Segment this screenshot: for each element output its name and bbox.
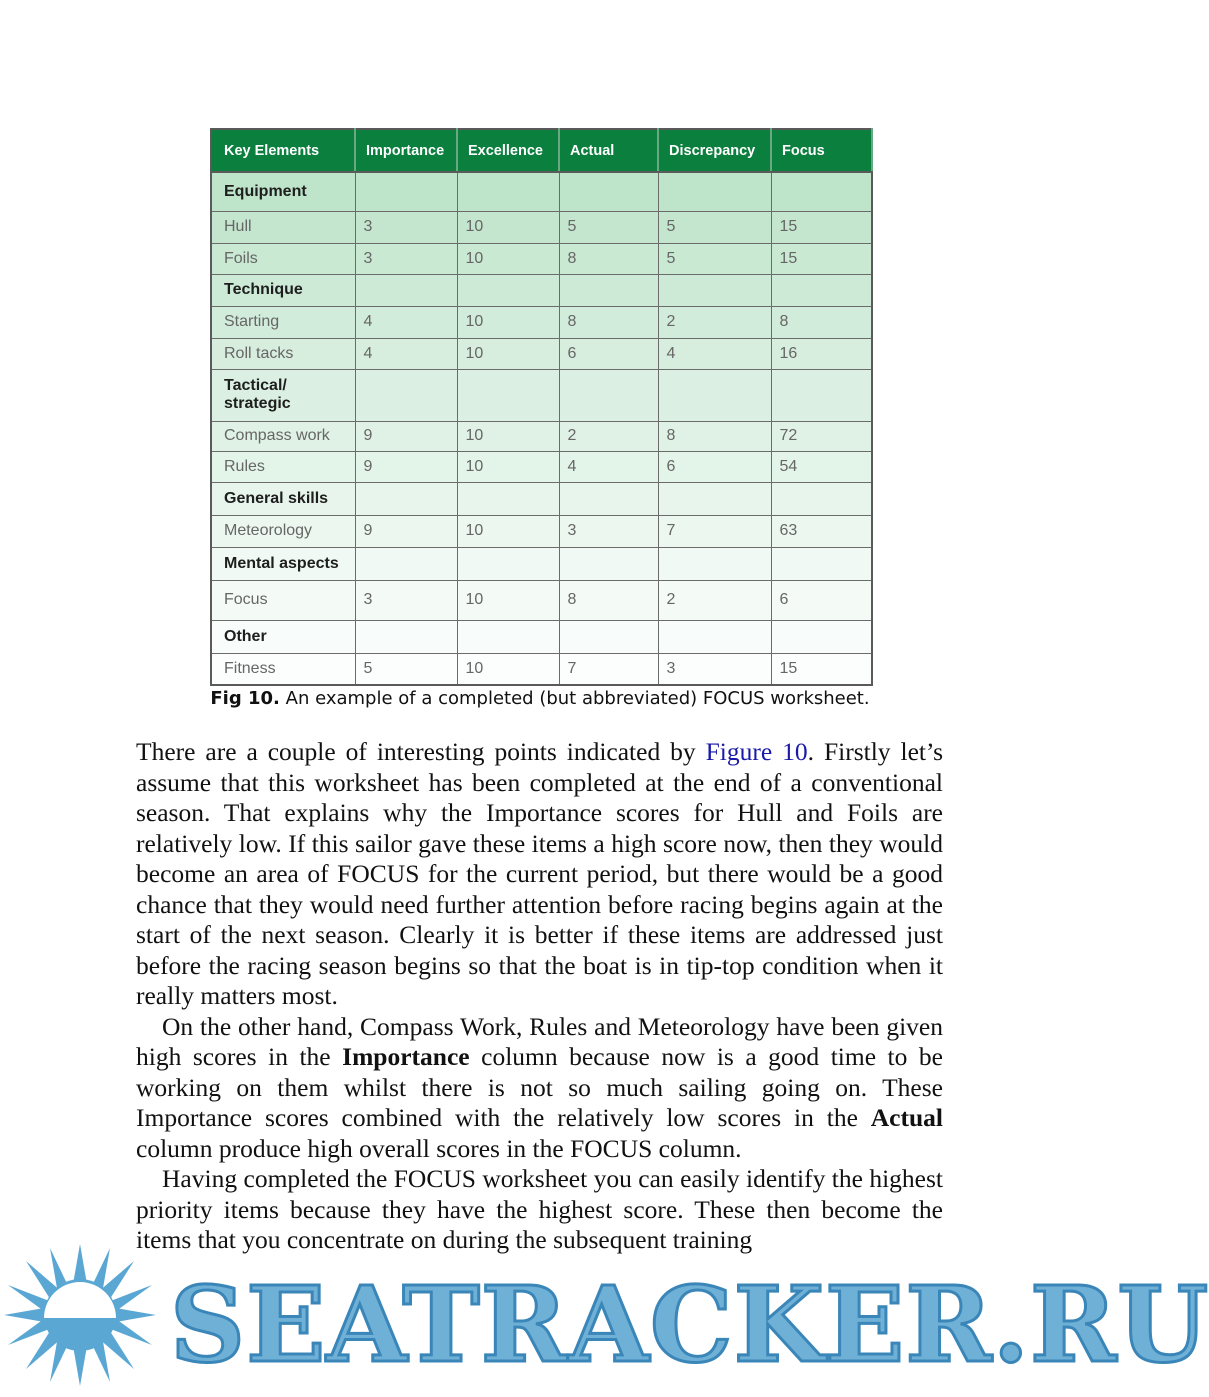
paragraph-2-text-b: column because now is a good time to be working on them whilst there is not so much sailing going on. These Importance scores combined with the relatively low scores in the [136, 1042, 943, 1132]
cell-discrepancy [658, 274, 771, 306]
paragraph-2-bold-importance: Importance [342, 1042, 470, 1071]
cell-discrepancy: 4 [658, 338, 771, 369]
table-section-row [211, 482, 872, 515]
paragraph-2-bold-actual: Actual [870, 1103, 943, 1132]
cell-key-element: Fitness [211, 653, 355, 685]
cell-importance [355, 369, 457, 421]
cell-importance [355, 482, 457, 515]
cell-excellence: 10 [457, 515, 559, 547]
figure-caption [0, 688, 1080, 709]
cell-discrepancy [658, 620, 771, 653]
cell-actual: 6 [559, 338, 658, 369]
cell-key-element: Mental aspects [211, 547, 355, 580]
cell-focus: 16 [771, 338, 872, 369]
cell-discrepancy: 5 [658, 243, 771, 274]
caption-text: An example of a completed (but abbreviated) FOCUS worksheet. [279, 688, 870, 709]
table-section-row [211, 620, 872, 653]
cell-actual: 3 [559, 515, 658, 547]
header-focus: Focus [771, 129, 872, 172]
cell-excellence: 10 [457, 451, 559, 482]
paragraph-2-text-c: column produce high overall scores in the FOCUS column. [136, 1133, 742, 1163]
cell-focus [771, 274, 872, 306]
cell-focus: 6 [771, 580, 872, 620]
body-text [136, 737, 943, 1256]
cell-actual: 8 [559, 580, 658, 620]
table-row [211, 338, 872, 369]
table-row [211, 515, 872, 547]
cell-focus: 63 [771, 515, 872, 547]
cell-key-element: Tactical/ strategic [211, 369, 355, 421]
paragraph-3: Having completed the FOCUS worksheet you can easily identify the highest priority items because they have the highest score. These then become the items that you concentrate on during the subsequent training [136, 1164, 943, 1254]
cell-actual [559, 482, 658, 515]
paragraph-2-text-a: On the other hand, Compass Work, Rules and Meteorology have been given high scores in the [136, 1011, 943, 1071]
cell-importance: 9 [355, 515, 457, 547]
cell-excellence: 10 [457, 421, 559, 451]
table-row [211, 243, 872, 274]
header-excellence: Excellence [457, 129, 559, 172]
paragraph-1-text-b: . Firstly let’s assume that this worksheet has been completed at the end of a conventional season. That explains why the Importance scores for Hull and Foils are relatively low. If this sailor gave these items a high score now, then they would become an area of FOCUS for the current period, but there would be a good chance that they would need further attention before racing begins again at the start of the next season. Clearly it is better if these items are addressed just before the racing season begins so that the boat is in tip-top condition when it really matters most. [136, 737, 943, 1010]
cell-actual [559, 547, 658, 580]
table-body [211, 172, 872, 685]
cell-importance: 4 [355, 306, 457, 338]
figure-10-link[interactable]: Figure 10 [705, 737, 808, 766]
cell-discrepancy: 2 [658, 580, 771, 620]
paragraph-2 [136, 1012, 943, 1165]
cell-key-element: Equipment [211, 172, 355, 211]
cell-excellence: 10 [457, 306, 559, 338]
cell-excellence [457, 547, 559, 580]
cell-actual [559, 620, 658, 653]
cell-actual: 8 [559, 243, 658, 274]
cell-discrepancy [658, 547, 771, 580]
cell-excellence: 10 [457, 338, 559, 369]
cell-importance: 9 [355, 421, 457, 451]
cell-key-element: Rules [211, 451, 355, 482]
cell-importance [355, 172, 457, 211]
cell-discrepancy: 6 [658, 451, 771, 482]
cell-excellence: 10 [457, 211, 559, 243]
cell-excellence [457, 172, 559, 211]
cell-excellence: 10 [457, 243, 559, 274]
paragraph-1-text-a: There are a couple of interesting points indicated by [136, 737, 706, 766]
cell-actual: 7 [559, 653, 658, 685]
header-discrepancy: Discrepancy [658, 129, 771, 172]
cell-key-element: Technique [211, 274, 355, 306]
cell-discrepancy: 8 [658, 421, 771, 451]
header-importance: Importance [355, 129, 457, 172]
cell-excellence [457, 369, 559, 421]
cell-focus [771, 482, 872, 515]
cell-excellence [457, 482, 559, 515]
table-row [211, 580, 872, 620]
watermark-text: SEATRACKER.RU [170, 1263, 1209, 1386]
cell-key-element: Roll tacks [211, 338, 355, 369]
table-row [211, 451, 872, 482]
cell-importance: 9 [355, 451, 457, 482]
table-section-row [211, 172, 872, 211]
cell-importance [355, 620, 457, 653]
sun-logo-icon [0, 1240, 160, 1390]
cell-importance: 3 [355, 211, 457, 243]
table-section-row [211, 547, 872, 580]
cell-importance: 4 [355, 338, 457, 369]
cell-discrepancy: 5 [658, 211, 771, 243]
table-header-row [211, 129, 872, 172]
cell-key-element: Compass work [211, 421, 355, 451]
cell-importance [355, 274, 457, 306]
cell-key-element: Other [211, 620, 355, 653]
cell-discrepancy: 7 [658, 515, 771, 547]
cell-discrepancy [658, 482, 771, 515]
cell-focus [771, 172, 872, 211]
cell-actual [559, 274, 658, 306]
cell-actual [559, 172, 658, 211]
cell-focus: 15 [771, 653, 872, 685]
cell-focus [771, 620, 872, 653]
cell-discrepancy: 2 [658, 306, 771, 338]
paragraph-1 [136, 737, 943, 1012]
table-section-row [211, 274, 872, 306]
cell-actual: 5 [559, 211, 658, 243]
cell-focus: 8 [771, 306, 872, 338]
table-row [211, 653, 872, 685]
table-row [211, 306, 872, 338]
cell-key-element: Meteorology [211, 515, 355, 547]
cell-importance: 3 [355, 580, 457, 620]
cell-importance: 5 [355, 653, 457, 685]
cell-excellence [457, 620, 559, 653]
cell-importance: 3 [355, 243, 457, 274]
cell-focus: 72 [771, 421, 872, 451]
table-row [211, 421, 872, 451]
cell-focus [771, 369, 872, 421]
cell-key-element: Starting [211, 306, 355, 338]
cell-focus: 54 [771, 451, 872, 482]
cell-key-element: Foils [211, 243, 355, 274]
cell-excellence: 10 [457, 653, 559, 685]
header-actual: Actual [559, 129, 658, 172]
cell-key-element: Focus [211, 580, 355, 620]
cell-discrepancy: 3 [658, 653, 771, 685]
cell-focus [771, 547, 872, 580]
cell-key-element: General skills [211, 482, 355, 515]
cell-key-element: Hull [211, 211, 355, 243]
cell-focus: 15 [771, 211, 872, 243]
header-key-elements: Key Elements [211, 129, 355, 172]
focus-worksheet-table [210, 128, 873, 686]
cell-importance [355, 547, 457, 580]
cell-actual: 8 [559, 306, 658, 338]
cell-discrepancy [658, 369, 771, 421]
table-section-row [211, 369, 872, 421]
table-row [211, 211, 872, 243]
cell-actual [559, 369, 658, 421]
cell-actual: 2 [559, 421, 658, 451]
cell-excellence: 10 [457, 580, 559, 620]
cell-discrepancy [658, 172, 771, 211]
cell-excellence [457, 274, 559, 306]
cell-actual: 4 [559, 451, 658, 482]
caption-label: Fig 10. [210, 688, 280, 709]
cell-focus: 15 [771, 243, 872, 274]
